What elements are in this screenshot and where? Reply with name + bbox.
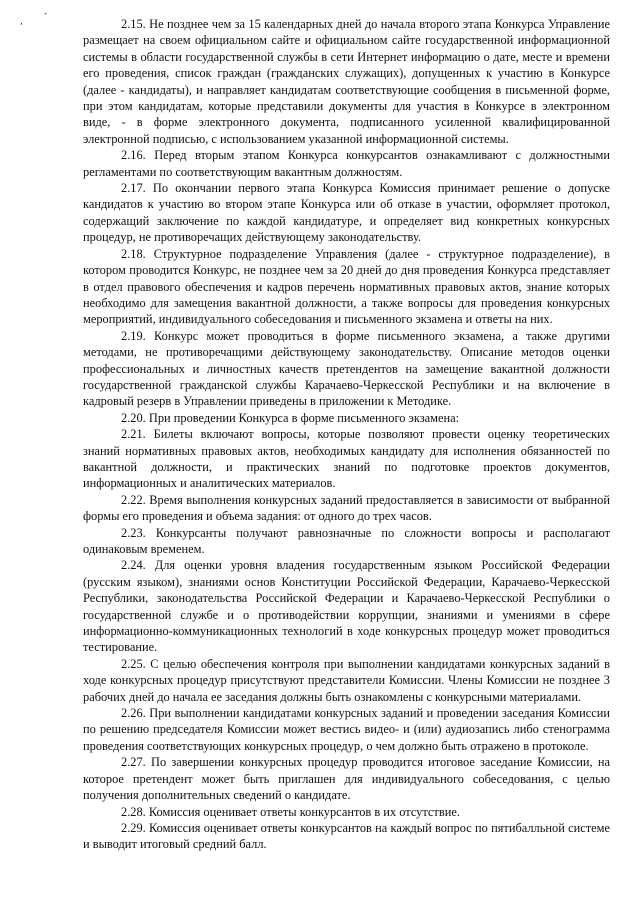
- paragraph-2-21: 2.21. Билеты включают вопросы, которые позволяют провести оценку теоретических знаний нормативных правовых актов, необходимых кандидату для исполнения обязанностей по вакантной должности, и практических знаний по подготовке проектов документов, информационных и аналитических материалов.: [83, 427, 610, 491]
- scan-mark: ,: [20, 17, 23, 27]
- scan-mark: -: [44, 9, 48, 19]
- paragraph-2-28: 2.28. Комиссия оценивает ответы конкурсантов в их отсутствие.: [121, 804, 460, 819]
- paragraph-2-20: 2.20. При проведении Конкурса в форме письменного экзамена:: [121, 410, 460, 425]
- paragraph-2-16: 2.16. Перед вторым этапом Конкурса конкурсантов ознакамливают с должностными регламентами по соответствующим вакантным должностям.: [83, 148, 610, 179]
- paragraph-2-23: 2.23. Конкурсанты получают равнозначные по сложности вопросы и располагают одинаковым временем.: [83, 525, 610, 556]
- paragraph-2-22: 2.22. Время выполнения конкурсных заданий предоставляется в зависимости от выбранной формы его проведения и объема задания: от одного до трех часов.: [83, 492, 610, 524]
- paragraph-2-25: 2.25. С целью обеспечения контроля при выполнении кандидатами конкурсных заданий в ходе конкурсных процедур присутствуют представители Комиссии. Члены Комиссии не позднее 3 рабочих дней до начала ее заседания должны быть ознакомлены с конкурсными материалами.: [83, 656, 610, 704]
- paragraph-2-29: 2.29. Комиссия оценивает ответы конкурсантов на каждый вопрос по пятибалльной системе и выводит итоговый средний балл.: [83, 820, 610, 852]
- paragraph-2-17: 2.17. По окончании первого этапа Конкурса Комиссия принимает решение о допуске кандидатов к участию во втором этапе Конкурса или об отказе в участии, оформляет протокол, содержащий заключение по каждой кандидатуре, и определяет вид конкретных конкурсных процедур, не противоречащих действующему законодательству.: [83, 181, 610, 245]
- paragraph-2-27: 2.27. По завершении конкурсных процедур проводится итоговое заседание Комиссии, на которое претендент может быть приглашен для индивидуального собеседования, с целью получения дополнительных сведений о кандидате.: [83, 755, 610, 803]
- paragraph-2-24: 2.24. Для оценки уровня владения государственным языком Российской Федерации (русским языком), знаниями основ Конституции Российской Федерации, Карачаево-Черкесской Республики, законодательства Российской Федерации и Карачаево-Черкесской Республики о государственной службе и о противодействии коррупции, знаниями и умениями в сфере информационно-коммуникационных технологий в ходе конкурсных процедур может проводиться тестирование.: [83, 558, 610, 655]
- paragraph-2-26: 2.26. При выполнении кандидатами конкурсных заданий и проведении заседания Комиссии по решению председателя Комиссии может вестись видео- и (или) аудиозапись либо стенограмма проведения соответствующих конкурсных процедур, о чем должно быть отражено в протоколе.: [83, 706, 610, 753]
- paragraph-2-19: 2.19. Конкурс может проводиться в форме письменного экзамена, а также другими методами, не противоречащими действующему законодательству. Описание методов оценки профессиональных и личностных качеств претендентов на замещение вакантной должности государственной гражданской службы Карачаево-Черкесской Республики и на включение в кадровый резерв в Управлении приведены в приложении к Методике.: [83, 328, 610, 409]
- paragraph-2-15: 2.15. Не позднее чем за 15 календарных дней до начала второго этапа Конкурса Управление размещает на своем официальном сайте и официальном сайте государственной информационной системы в области государственной службы в сети Интернет информацию о дате, месте и времени его проведения, список граждан (гражданских служащих), допущенных к участию в Конкурсе (далее - кандидаты), и направляет кандидатам соответствующие сообщения в письменной форме, при этом кандидатам, которые представили документы для участия в Конкурсе в электронном виде, - в форме электронного документа, подписанного усиленной квалифицированной электронной подписью, с использованием указанной информационной системы.: [83, 17, 610, 146]
- paragraph-2-18: 2.18. Структурное подразделение Управления (далее - структурное подразделение), в котором проводится Конкурс, не позднее чем за 20 дней до дня проведения Конкурса представляет в отдел правового обеспечения и кадров перечень нормативных правовых актов, знание которых необходимо для замещения вакантной должности, а также вопросы для проведения конкурсных мероприятий, индивидуального собеседования и письменного экзамена и ответы на них.: [83, 246, 610, 327]
